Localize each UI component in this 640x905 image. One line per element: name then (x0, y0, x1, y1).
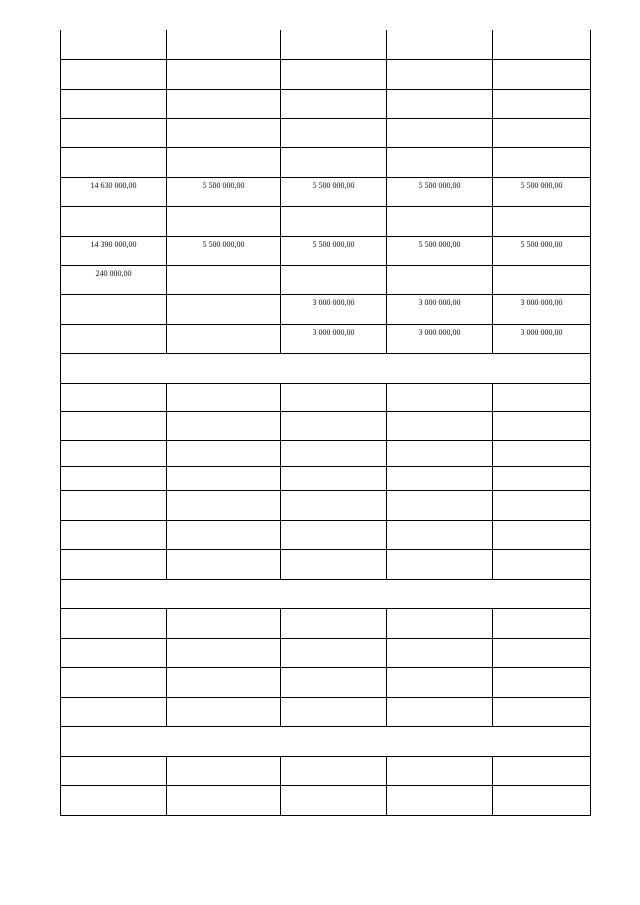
table-cell (387, 236, 493, 265)
cell-text (493, 60, 590, 63)
cell-text: 3 000 000,00 (520, 327, 563, 337)
cell-text (61, 325, 166, 328)
table-cell (387, 59, 493, 89)
cell-text (493, 550, 590, 553)
cell-text (61, 550, 166, 553)
cell-text (167, 119, 280, 122)
table-cell (281, 697, 387, 726)
table-cell (493, 411, 591, 440)
cell-text (61, 786, 166, 789)
cell-text (493, 668, 590, 671)
table-cell (493, 549, 591, 579)
table-row (61, 177, 591, 206)
table-cell (167, 697, 281, 726)
cell-text (61, 639, 166, 642)
table-cell (493, 440, 591, 466)
table-cell (387, 785, 493, 815)
cell-text: 5 500 000,00 (418, 180, 461, 190)
table-cell (281, 324, 387, 353)
cell-text (61, 757, 166, 760)
table-cell (387, 89, 493, 118)
table-cell (61, 638, 167, 667)
table-cell (281, 294, 387, 324)
table-cell (493, 785, 591, 815)
table-row (61, 383, 591, 411)
cell-text (281, 207, 386, 210)
table-cell (167, 324, 281, 353)
cell-text (61, 30, 166, 33)
cell-text (281, 467, 386, 470)
section-row-cell (61, 579, 591, 608)
table-cell (61, 265, 167, 294)
table-cell (281, 147, 387, 177)
table-cell (493, 177, 591, 206)
cell-text (387, 550, 492, 553)
table-row (61, 726, 591, 756)
table-row (61, 697, 591, 726)
table-cell (493, 206, 591, 236)
cell-text: 240 000,00 (95, 268, 132, 278)
table-cell (61, 756, 167, 785)
cell-text: 14 390 000,00 (90, 239, 137, 249)
table-row (61, 265, 591, 294)
cell-text (61, 698, 166, 701)
table-cell (493, 147, 591, 177)
table-cell (167, 236, 281, 265)
cell-text (61, 412, 166, 415)
cell-text (61, 384, 166, 387)
cell-text (493, 757, 590, 760)
cell-text (493, 412, 590, 415)
cell-text (167, 30, 280, 33)
cell-text (387, 441, 492, 444)
table-cell (387, 490, 493, 520)
cell-text (387, 412, 492, 415)
cell-text (493, 467, 590, 470)
table-row (61, 579, 591, 608)
table-row (61, 466, 591, 490)
cell-text (167, 698, 280, 701)
cell-text (281, 521, 386, 524)
table-cell (387, 697, 493, 726)
cell-text (167, 467, 280, 470)
cell-text (387, 757, 492, 760)
cell-text (387, 119, 492, 122)
table-cell (281, 440, 387, 466)
cell-text (493, 786, 590, 789)
cell-text (387, 90, 492, 93)
table-cell (387, 294, 493, 324)
table-row (61, 147, 591, 177)
table-cell (281, 265, 387, 294)
table-cell (493, 30, 591, 59)
cell-text (61, 467, 166, 470)
table-cell (493, 383, 591, 411)
cell-text (387, 207, 492, 210)
cell-text: 3 000 000,00 (312, 297, 355, 307)
table-cell (61, 667, 167, 697)
cell-text: 14 630 000,00 (90, 180, 137, 190)
cell-text (167, 491, 280, 494)
table-row (61, 118, 591, 147)
table-cell (281, 236, 387, 265)
cell-text (281, 119, 386, 122)
cell-text (167, 521, 280, 524)
cell-text (387, 521, 492, 524)
table-cell (387, 147, 493, 177)
table-cell (493, 667, 591, 697)
table-cell (167, 667, 281, 697)
table-body (61, 30, 591, 815)
cell-text (281, 412, 386, 415)
cell-text (167, 90, 280, 93)
table-cell (167, 608, 281, 638)
cell-text (61, 119, 166, 122)
table-cell (61, 549, 167, 579)
table-cell (281, 59, 387, 89)
table-row (61, 490, 591, 520)
table-cell (167, 177, 281, 206)
cell-text (167, 384, 280, 387)
table-cell (493, 490, 591, 520)
cell-text (387, 384, 492, 387)
cell-text (61, 609, 166, 612)
table-cell (493, 608, 591, 638)
table-row (61, 294, 591, 324)
table-cell (281, 411, 387, 440)
table-row (61, 30, 591, 59)
table-row (61, 667, 591, 697)
table-cell (167, 30, 281, 59)
cell-text (281, 266, 386, 269)
table-cell (167, 490, 281, 520)
table-cell (61, 236, 167, 265)
table-cell (281, 756, 387, 785)
cell-text: 5 500 000,00 (418, 239, 461, 249)
table-cell (61, 466, 167, 490)
cell-text (281, 30, 386, 33)
table-cell (387, 30, 493, 59)
cell-text (167, 757, 280, 760)
table-cell (387, 549, 493, 579)
table-cell (387, 756, 493, 785)
cell-text (167, 325, 280, 328)
table-row (61, 411, 591, 440)
cell-text: 3 000 000,00 (418, 297, 461, 307)
table-cell (167, 520, 281, 549)
table-cell (167, 294, 281, 324)
table-cell (61, 30, 167, 59)
section-row-cell (61, 353, 591, 383)
cell-text (167, 60, 280, 63)
cell-text (387, 30, 492, 33)
table-cell (167, 638, 281, 667)
cell-text (281, 441, 386, 444)
table-row (61, 638, 591, 667)
table-cell (281, 608, 387, 638)
cell-text (493, 384, 590, 387)
cell-text (493, 441, 590, 444)
cell-text: 3 000 000,00 (520, 297, 563, 307)
cell-text (281, 757, 386, 760)
cell-text (167, 786, 280, 789)
table-cell (493, 466, 591, 490)
cell-text (281, 60, 386, 63)
cell-text (281, 90, 386, 93)
cell-text (493, 698, 590, 701)
cell-text (167, 266, 280, 269)
cell-text (61, 207, 166, 210)
table-cell (61, 294, 167, 324)
table-cell (387, 608, 493, 638)
table-cell (167, 440, 281, 466)
table-cell (281, 177, 387, 206)
cell-text (493, 90, 590, 93)
cell-text (167, 295, 280, 298)
table-cell (493, 265, 591, 294)
cell-text (387, 467, 492, 470)
table-cell (281, 383, 387, 411)
cell-text (61, 580, 590, 583)
cell-text (493, 148, 590, 151)
table-cell (167, 265, 281, 294)
table-cell (387, 667, 493, 697)
table-cell (167, 59, 281, 89)
table-cell (493, 59, 591, 89)
cell-text (167, 668, 280, 671)
table-row (61, 236, 591, 265)
table-row (61, 89, 591, 118)
cell-text (387, 786, 492, 789)
cell-text (493, 491, 590, 494)
cell-text (387, 491, 492, 494)
cell-text (61, 354, 590, 357)
table-cell (387, 520, 493, 549)
cell-text: 5 500 000,00 (202, 239, 245, 249)
table-cell (61, 89, 167, 118)
table-cell (61, 147, 167, 177)
table-cell (281, 490, 387, 520)
table-row (61, 324, 591, 353)
cell-text (493, 207, 590, 210)
table-cell (493, 294, 591, 324)
table-cell (387, 177, 493, 206)
cell-text (387, 266, 492, 269)
cell-text (281, 550, 386, 553)
table-cell (61, 785, 167, 815)
table-cell (281, 520, 387, 549)
table-cell (61, 324, 167, 353)
cell-text (387, 60, 492, 63)
cell-text (387, 698, 492, 701)
cell-text (61, 491, 166, 494)
table-cell (493, 324, 591, 353)
table-cell (281, 206, 387, 236)
cell-text: 5 500 000,00 (520, 180, 563, 190)
cell-text: 5 500 000,00 (520, 239, 563, 249)
table-cell (281, 638, 387, 667)
table-cell (387, 466, 493, 490)
cell-text: 3 000 000,00 (418, 327, 461, 337)
cell-text (281, 639, 386, 642)
cell-text (281, 698, 386, 701)
table-cell (167, 118, 281, 147)
table-cell (61, 520, 167, 549)
cell-text (493, 266, 590, 269)
table-cell (493, 638, 591, 667)
table-cell (167, 466, 281, 490)
table-cell (387, 440, 493, 466)
cell-text (493, 30, 590, 33)
cell-text (61, 521, 166, 524)
table-cell (493, 89, 591, 118)
table-cell (61, 697, 167, 726)
table-cell (61, 177, 167, 206)
cell-text (61, 148, 166, 151)
table-cell (61, 118, 167, 147)
cell-text (281, 491, 386, 494)
table-cell (281, 667, 387, 697)
cell-text: 5 500 000,00 (202, 180, 245, 190)
cell-text (281, 609, 386, 612)
cell-text (281, 668, 386, 671)
table-cell (61, 440, 167, 466)
table-row (61, 785, 591, 815)
cell-text (493, 639, 590, 642)
section-row-cell (61, 726, 591, 756)
cell-text (167, 609, 280, 612)
cell-text: 5 500 000,00 (312, 239, 355, 249)
cell-text (167, 412, 280, 415)
table-cell (493, 118, 591, 147)
table-cell (61, 490, 167, 520)
cell-text (167, 148, 280, 151)
table-cell (61, 59, 167, 89)
table-cell (387, 265, 493, 294)
cell-text (61, 60, 166, 63)
table-row (61, 206, 591, 236)
table-cell (167, 549, 281, 579)
cell-text (493, 609, 590, 612)
table-row (61, 520, 591, 549)
table-cell (281, 89, 387, 118)
table-cell (61, 411, 167, 440)
table-row (61, 59, 591, 89)
cell-text (387, 668, 492, 671)
table-cell (493, 697, 591, 726)
table-cell (167, 383, 281, 411)
cell-text (167, 550, 280, 553)
table-cell (167, 206, 281, 236)
table-row (61, 549, 591, 579)
cell-text (167, 207, 280, 210)
table-row (61, 608, 591, 638)
cell-text (61, 295, 166, 298)
cell-text (281, 384, 386, 387)
table-row (61, 440, 591, 466)
table-cell (387, 206, 493, 236)
table-cell (387, 118, 493, 147)
cell-text (387, 148, 492, 151)
cell-text (167, 441, 280, 444)
table-cell (281, 549, 387, 579)
cell-text (61, 727, 590, 730)
cell-text: 3 000 000,00 (312, 327, 355, 337)
table-cell (387, 638, 493, 667)
table-cell (167, 785, 281, 815)
cell-text (387, 639, 492, 642)
table-cell (167, 89, 281, 118)
cell-text (493, 119, 590, 122)
table-cell (167, 756, 281, 785)
table-cell (61, 383, 167, 411)
cell-text (281, 786, 386, 789)
cell-text (493, 521, 590, 524)
table-cell (167, 411, 281, 440)
cell-text (387, 609, 492, 612)
cell-text: 5 500 000,00 (312, 180, 355, 190)
table-cell (167, 147, 281, 177)
table-cell (61, 206, 167, 236)
cell-text (281, 148, 386, 151)
cell-text (167, 639, 280, 642)
table-row (61, 756, 591, 785)
table-cell (281, 30, 387, 59)
table-cell (281, 118, 387, 147)
cell-text (61, 668, 166, 671)
table-cell (493, 236, 591, 265)
table-cell (281, 466, 387, 490)
table-cell (281, 785, 387, 815)
financial-table (60, 30, 591, 816)
cell-text (61, 441, 166, 444)
table-cell (387, 324, 493, 353)
table-row (61, 353, 591, 383)
table-cell (493, 756, 591, 785)
table-cell (387, 411, 493, 440)
table-cell (493, 520, 591, 549)
cell-text (61, 90, 166, 93)
table-cell (387, 383, 493, 411)
table-cell (61, 608, 167, 638)
